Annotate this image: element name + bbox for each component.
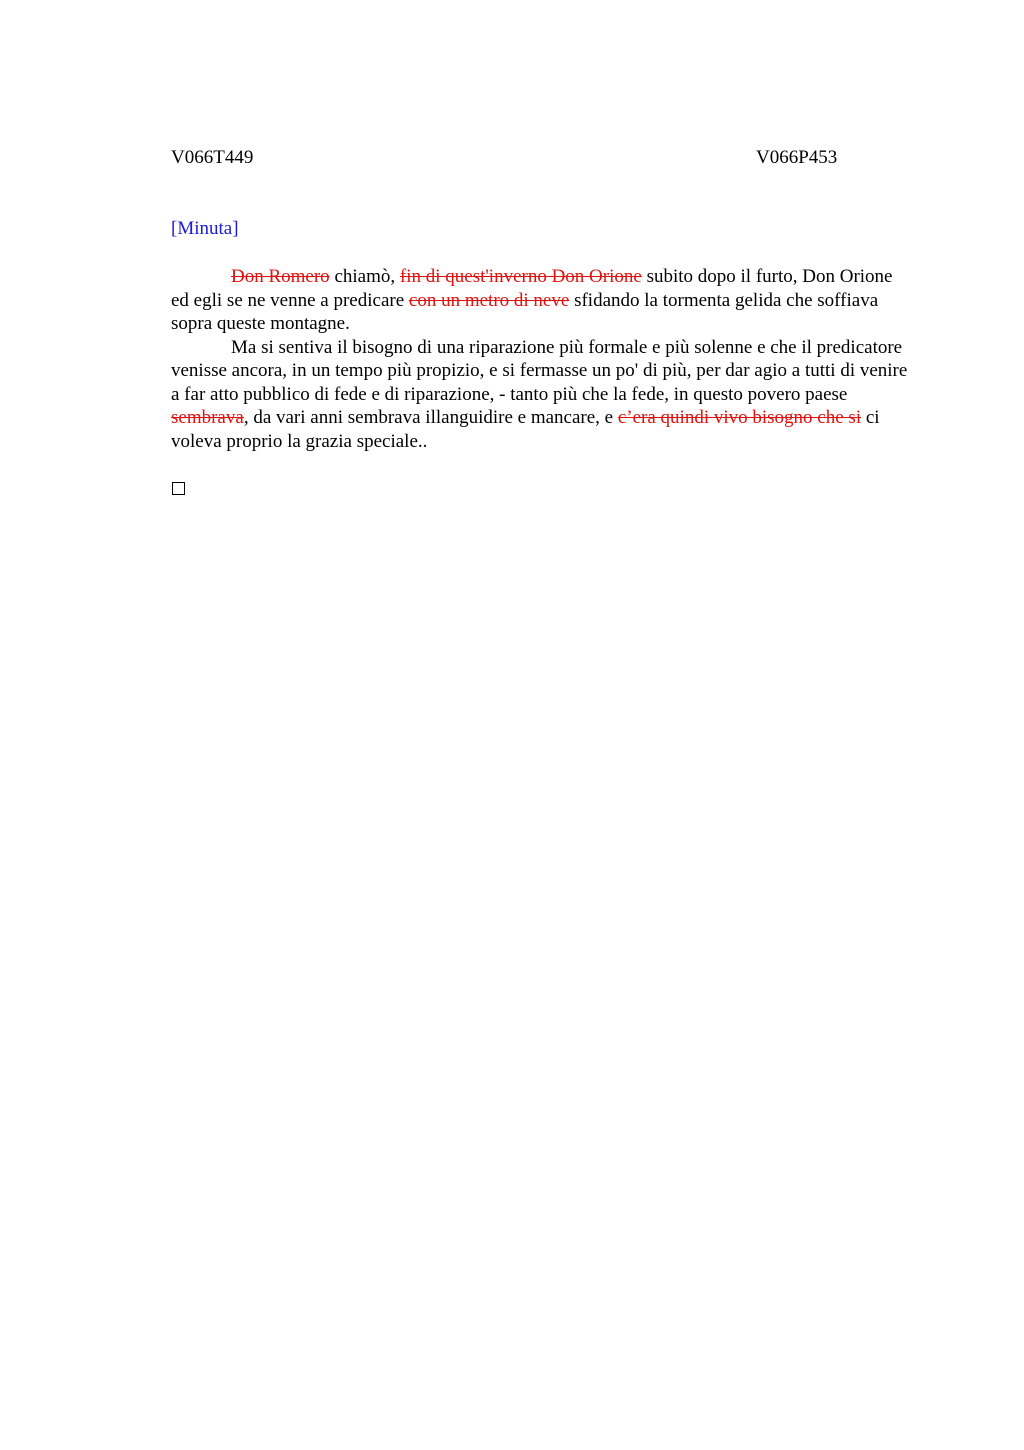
header-left-code: V066T449 bbox=[171, 147, 254, 168]
deleted-text: fin di quest'inverno Don Orione bbox=[399, 266, 642, 287]
deleted-text: Don Romero bbox=[231, 266, 330, 287]
body-text: , da vari anni sembrava illanguidire e mancare, e bbox=[243, 407, 618, 428]
body-text: ci voleva proprio la grazia speciale.. bbox=[171, 407, 880, 452]
paragraph-1 bbox=[171, 265, 911, 336]
paragraph-2 bbox=[171, 336, 911, 454]
body-text: chiamò, bbox=[329, 266, 400, 287]
document-body bbox=[171, 265, 911, 453]
header-right-code: V066P453 bbox=[756, 147, 838, 168]
deleted-text: con un metro di neve bbox=[408, 289, 570, 311]
body-text: subito dopo il furto, Don Orione ed egli se ne venne a predicare bbox=[171, 266, 893, 311]
body-text: sfidando la tormenta gelida che soffiava sopra queste montagne. bbox=[171, 289, 879, 334]
body-text: Ma si sentiva il bisogno di una riparazione più formale e più solenne e che il predicatore venisse ancora, in un tempo più propizio, e si fermasse un po' di più, per dar agio a tutti di venire a far atto pubblico di fede e di riparazione, - tanto più che la fede, in questo povero paese bbox=[171, 336, 908, 405]
deleted-text: c’era quindi vivo bisogno che si bbox=[617, 407, 862, 428]
section-label: [Minuta] bbox=[171, 218, 239, 239]
deleted-text: sembrava bbox=[171, 407, 244, 428]
checkbox-square-icon bbox=[172, 482, 185, 495]
